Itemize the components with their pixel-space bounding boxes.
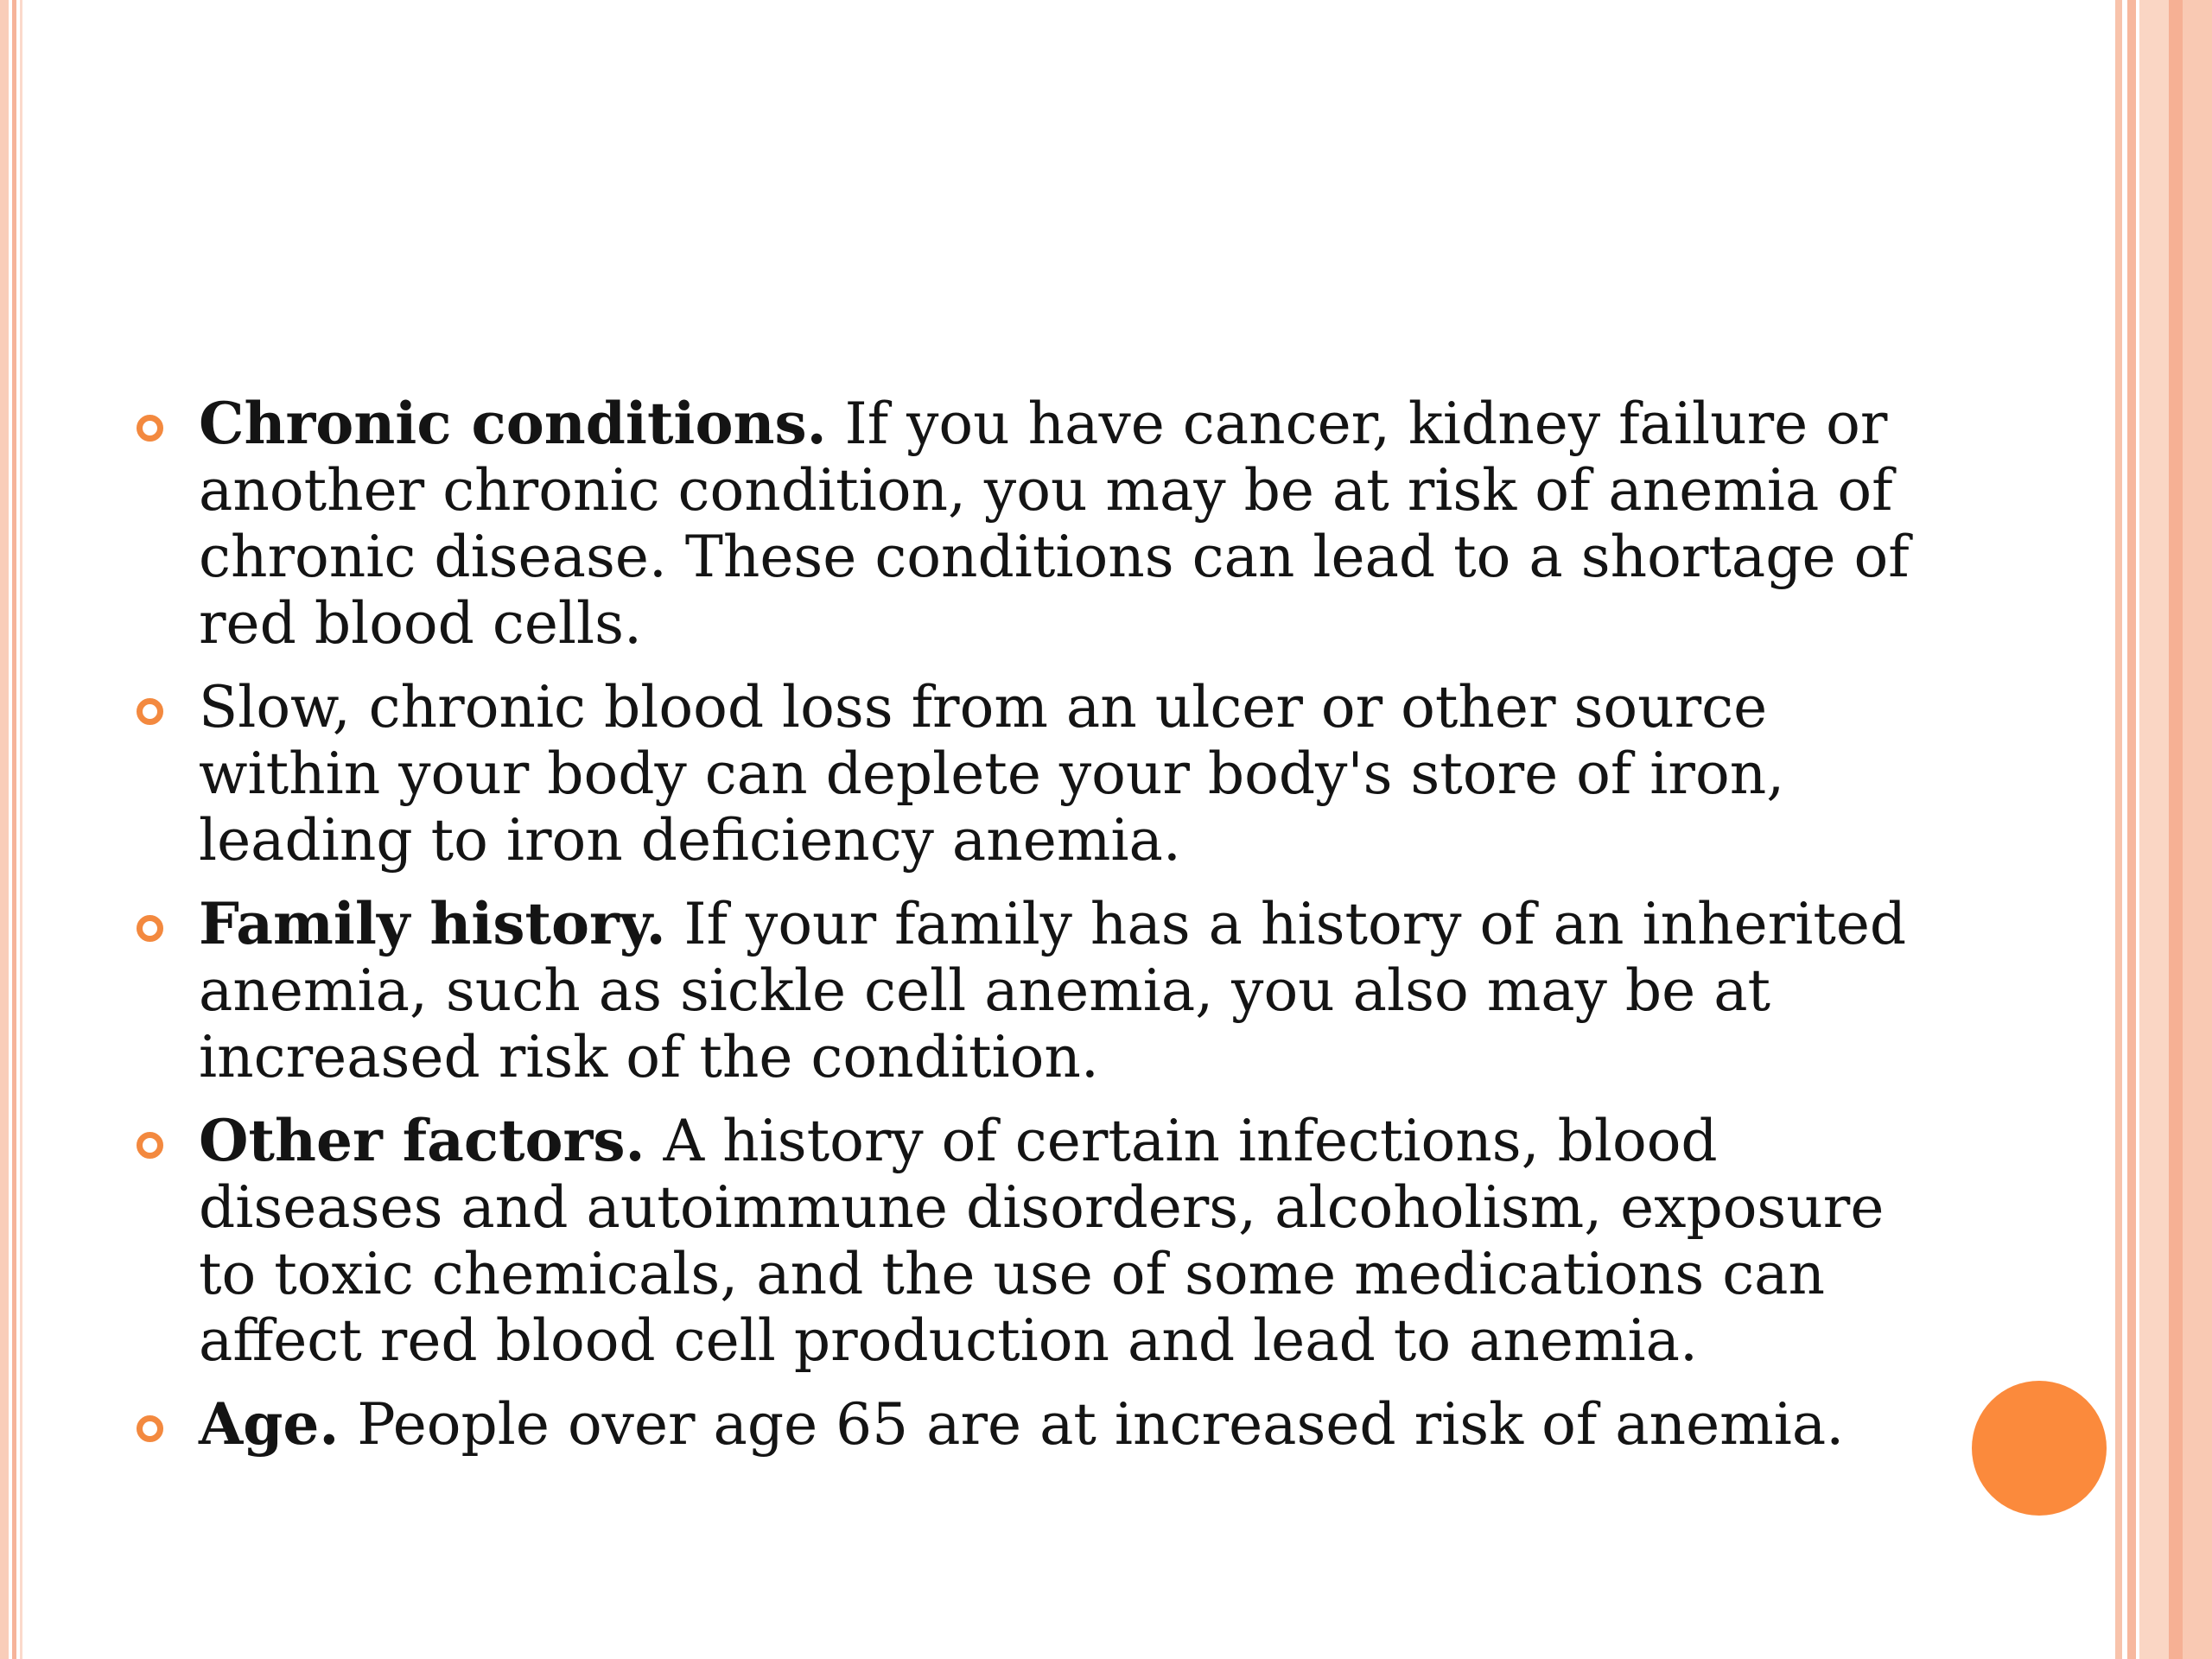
right-border-stripe	[2139, 0, 2169, 1659]
bullet-item-other-factors	[130, 1108, 1927, 1374]
hollow-circle-bullet-icon	[137, 915, 163, 942]
bullet-text: People over age 65 are at increased risk of anemia.	[339, 1391, 1845, 1458]
bullet-list	[130, 391, 1927, 1475]
right-border-stripe	[2183, 0, 2212, 1659]
hollow-circle-bullet-icon	[137, 415, 163, 442]
bullet-lead: Age.	[199, 1390, 340, 1458]
right-border-stripe	[2115, 0, 2122, 1659]
bullet-text: If your family has a history of an inherited anemia, such as sickle cell anemia, you also may be at increased risk of the condition.	[199, 891, 1907, 1090]
bullet-item-age	[130, 1391, 1927, 1458]
bullet-lead: Other factors.	[199, 1107, 645, 1174]
bullet-lead: Family history.	[199, 890, 666, 957]
orange-circle-decoration	[1972, 1381, 2107, 1516]
right-border-stripe	[2169, 0, 2183, 1659]
bullet-lead: Chronic conditions.	[199, 390, 827, 457]
left-border-line	[0, 0, 9, 1659]
bullet-item-blood-loss	[130, 674, 1927, 874]
hollow-circle-bullet-icon	[137, 1132, 163, 1159]
bullet-item-family-history	[130, 891, 1927, 1090]
hollow-circle-bullet-icon	[137, 1415, 163, 1442]
hollow-circle-bullet-icon	[137, 698, 163, 725]
bullet-text: If you have cancer, kidney failure or another chronic condition, you may be at risk of anemia of chronic disease. These conditions can lead to a shortage of red blood cells.	[199, 391, 1910, 657]
bullet-text: Slow, chronic blood loss from an ulcer or other source within your body can deplete your body's store of iron, leading to iron deficiency anemia.	[199, 674, 1785, 874]
left-border-line	[20, 0, 22, 1659]
bullet-text: A history of certain infections, blood diseases and autoimmune disorders, alcoholism, exposure to toxic chemicals, and the use of some medications can affect red blood cell production and lead to anemia.	[199, 1108, 1885, 1374]
right-border-stripe	[2127, 0, 2136, 1659]
left-border-line	[12, 0, 16, 1659]
bullet-item-chronic-conditions	[130, 391, 1927, 657]
